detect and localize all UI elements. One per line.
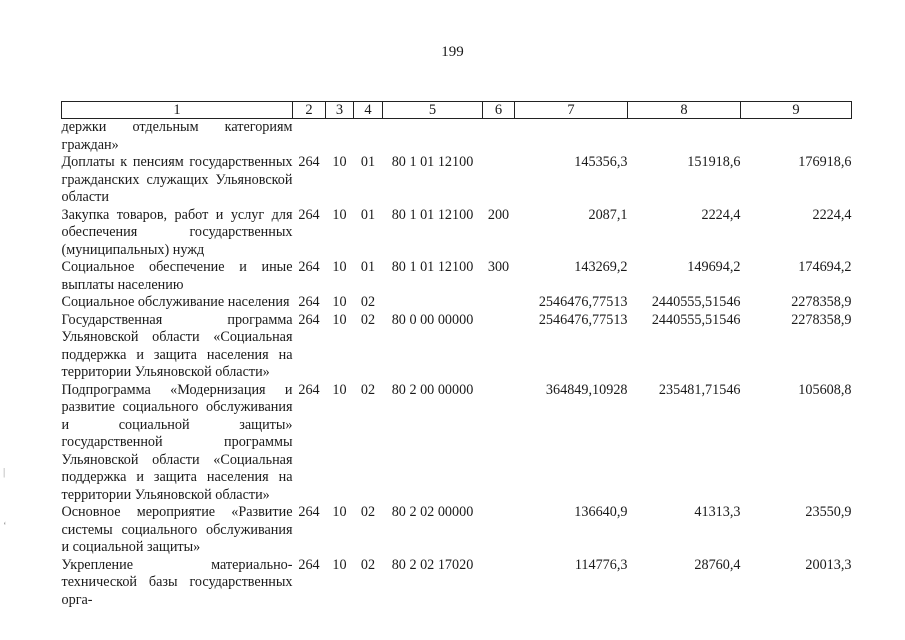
row-name: Основное мероприятие «Развитие системы социального обслуживания и социальной защиты» bbox=[61, 504, 293, 555]
budget-table bbox=[61, 101, 852, 609]
cell-col5: 80 1 01 12100 bbox=[391, 154, 474, 170]
cell-col4: 01 bbox=[360, 206, 376, 223]
row-name: Укрепление материально-технической базы государственных орга- bbox=[61, 556, 293, 608]
cell-col6 bbox=[483, 557, 515, 610]
cell-col7: 145356,3 bbox=[574, 154, 628, 170]
column-header: 1 bbox=[62, 102, 293, 119]
row-name: Социальное обслуживание населения bbox=[61, 294, 290, 310]
cell-col8: 149694,2 bbox=[687, 259, 741, 275]
cell-col3 bbox=[326, 119, 354, 155]
column-header: 7 bbox=[515, 102, 628, 119]
table-header-row bbox=[62, 102, 852, 119]
cell-col9: 20013,3 bbox=[805, 556, 852, 573]
page-number: 199 bbox=[441, 44, 464, 60]
cell-col5 bbox=[383, 294, 483, 312]
table-row bbox=[62, 154, 852, 207]
column-header: 9 bbox=[741, 102, 852, 119]
row-name: Доплаты к пенсиям государственных гражданских служащих Ульяновской области bbox=[61, 154, 293, 205]
cell-col2: 264 bbox=[298, 259, 320, 275]
cell-col4: 02 bbox=[360, 556, 376, 573]
cell-col8: 2440555,51546 bbox=[651, 311, 741, 328]
cell-col5: 80 2 00 00000 bbox=[391, 381, 474, 398]
row-name: Социальное обеспечение и иные выплаты населению bbox=[61, 259, 293, 293]
cell-col3: 10 bbox=[332, 311, 347, 328]
table-row bbox=[62, 119, 852, 155]
table-row bbox=[62, 557, 852, 610]
cell-col7: 2546476,77513 bbox=[538, 311, 628, 328]
cell-col8: 151918,6 bbox=[687, 154, 741, 170]
cell-col5: 80 1 01 12100 bbox=[391, 259, 474, 275]
cell-col2: 264 bbox=[298, 311, 320, 328]
cell-col6: 200 bbox=[487, 206, 510, 223]
cell-col4: 02 bbox=[360, 381, 376, 398]
cell-col4: 01 bbox=[360, 154, 376, 170]
cell-col7: 2546476,77513 bbox=[538, 294, 628, 310]
cell-col7 bbox=[515, 119, 628, 155]
cell-col3: 10 bbox=[332, 381, 347, 398]
cell-col9: 105608,8 bbox=[798, 381, 852, 398]
row-name: Государственная программа Ульяновской области «Социальная поддержка и защита населения на территории Ульяновской области» bbox=[61, 311, 293, 380]
cell-col6 bbox=[483, 382, 515, 505]
cell-col9: 2278358,9 bbox=[791, 311, 852, 328]
cell-col8: 2224,4 bbox=[701, 206, 741, 223]
cell-col9: 2278358,9 bbox=[791, 294, 852, 310]
cell-col7: 136640,9 bbox=[574, 504, 628, 520]
cell-col9 bbox=[741, 119, 852, 155]
cell-col5: 80 2 02 00000 bbox=[391, 504, 474, 520]
table-row bbox=[62, 382, 852, 505]
cell-col2 bbox=[293, 119, 326, 155]
cell-col5: 80 0 00 00000 bbox=[391, 311, 474, 328]
cell-col3: 10 bbox=[332, 259, 347, 275]
cell-col8: 28760,4 bbox=[694, 556, 741, 573]
cell-col6 bbox=[483, 312, 515, 382]
cell-col8: 2440555,51546 bbox=[651, 294, 741, 310]
cell-col2: 264 bbox=[298, 206, 320, 223]
table-row bbox=[62, 259, 852, 294]
cell-col6 bbox=[483, 504, 515, 557]
column-header: 5 bbox=[383, 102, 483, 119]
column-header: 3 bbox=[326, 102, 354, 119]
cell-col7: 364849,10928 bbox=[545, 381, 628, 398]
column-header: 2 bbox=[293, 102, 326, 119]
cell-col9: 176918,6 bbox=[798, 154, 852, 170]
cell-col4: 02 bbox=[360, 504, 376, 520]
cell-col7: 2087,1 bbox=[588, 206, 628, 223]
cell-col2: 264 bbox=[298, 381, 320, 398]
cell-col4: 02 bbox=[360, 294, 376, 310]
cell-col6: 300 bbox=[487, 259, 510, 275]
row-name: Подпрограмма «Модернизация и развитие социального обслуживания и социальной защиты» государственной программы Ульяновской области «Социальная поддержка и защита населения на территории Ульяновской области» bbox=[61, 381, 293, 503]
cell-col9: 23550,9 bbox=[805, 504, 852, 520]
cell-col2: 264 bbox=[298, 294, 320, 310]
column-header: 6 bbox=[483, 102, 515, 119]
cell-col4: 01 bbox=[360, 259, 376, 275]
cell-col9: 2224,4 bbox=[812, 206, 852, 223]
scan-mark: | bbox=[3, 466, 6, 478]
cell-col2: 264 bbox=[298, 556, 320, 573]
scan-mark: ʻ bbox=[3, 520, 7, 532]
cell-col5: 80 2 02 17020 bbox=[391, 556, 474, 573]
cell-col6 bbox=[483, 119, 515, 155]
cell-col7: 143269,2 bbox=[574, 259, 628, 275]
cell-col4: 02 bbox=[360, 311, 376, 328]
table-row bbox=[62, 312, 852, 382]
table-row bbox=[62, 294, 852, 312]
cell-col3: 10 bbox=[332, 294, 347, 310]
cell-col2: 264 bbox=[298, 154, 320, 170]
table-row bbox=[62, 207, 852, 260]
column-header: 4 bbox=[354, 102, 383, 119]
row-name: держки отдельным категориям граждан» bbox=[61, 119, 293, 153]
cell-col2: 264 bbox=[298, 504, 320, 520]
cell-col9: 174694,2 bbox=[798, 259, 852, 275]
cell-col3: 10 bbox=[332, 556, 347, 573]
cell-col4 bbox=[354, 119, 383, 155]
cell-col7: 114776,3 bbox=[574, 556, 628, 573]
cell-col8: 235481,71546 bbox=[658, 381, 741, 398]
cell-col5 bbox=[383, 119, 483, 155]
cell-col3: 10 bbox=[332, 504, 347, 520]
cell-col8 bbox=[628, 119, 741, 155]
cell-col3: 10 bbox=[332, 206, 347, 223]
cell-col6 bbox=[483, 154, 515, 207]
cell-col5: 80 1 01 12100 bbox=[391, 206, 474, 223]
row-name: Закупка товаров, работ и услуг для обеспечения государственных (муниципальных) нужд bbox=[61, 206, 293, 258]
cell-col8: 41313,3 bbox=[694, 504, 741, 520]
table-row bbox=[62, 504, 852, 557]
cell-col3: 10 bbox=[332, 154, 347, 170]
column-header: 8 bbox=[628, 102, 741, 119]
cell-col6 bbox=[483, 294, 515, 312]
